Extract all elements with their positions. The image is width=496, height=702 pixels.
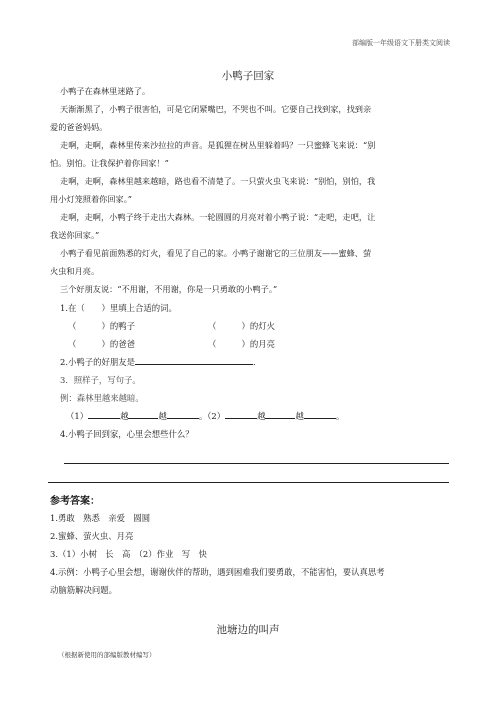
question-2: 2.小鸭子的好朋友是 . <box>60 357 256 367</box>
q3-word-yue-2: 越 <box>158 411 167 421</box>
paragraph-2-cont: 爱的爸爸妈妈。 <box>50 122 108 132</box>
paragraph-2: 天渐渐黑了，小鸭子很害怕，可是它闭紧嘴巴，不哭也不叫。它要自己找到家，找到亲 <box>60 104 372 114</box>
q3-word-yue-1: 越 <box>120 411 129 421</box>
q3-label-2: 。（2） <box>198 411 226 421</box>
q3-blank-1[interactable] <box>88 410 120 419</box>
q1-item-4: （ ）的月亮 <box>208 339 275 349</box>
answer-4-cont: 动脑筋解决问题。 <box>50 585 117 595</box>
section-divider <box>48 482 449 483</box>
answer-3: 3.（1）小树 长 高 （2）作业 写 快 <box>50 549 207 559</box>
answer-4: 4.示例：小鸭子心里会想，谢谢伙伴的帮助，遇到困难我们要勇敢，不能害怕，要认真思考 <box>50 567 385 577</box>
q3-word-yue-4: 越 <box>295 411 304 421</box>
paragraph-4-cont: 用小灯笼照着你回家。” <box>50 194 132 204</box>
answer-2: 2.蜜蜂、萤火虫、月亮 <box>50 531 134 541</box>
paragraph-4: 走啊，走啊，森林里越来越暗，路也看不清楚了。一只萤火虫飞来说：“别怕，别怕，我 <box>60 176 376 186</box>
page-header: 部编版一年级语文下册类文阅读 <box>352 39 450 47</box>
story-title: 小鸭子回家 <box>221 70 275 82</box>
q3-blank-5[interactable] <box>265 410 295 419</box>
paragraph-6: 小鸭子看见前面熟悉的灯火，看见了自己的家。小鸭子谢谢它的三位朋友——蜜蜂、萤 <box>60 248 372 258</box>
paragraph-3-cont: 怕。别怕。让我保护着你回家！” <box>50 158 169 168</box>
question-1: 1.在（ ）里填上合适的词。 <box>60 303 177 313</box>
question-3-blanks <box>66 410 344 422</box>
q1-item-2: （ ）的灯火 <box>208 321 275 331</box>
q3-blank-4[interactable] <box>225 410 257 419</box>
answers-heading: 参考答案： <box>50 496 100 507</box>
q3-label-1: （1） <box>66 411 89 421</box>
question-3-example: 例：森林里越来越暗。 <box>60 393 144 403</box>
paragraph-3: 走啊，走啊，森林里传来沙拉拉的声音。是狐狸在树丛里躲着吗？一只蜜蜂飞来说：“别 <box>60 140 376 150</box>
paragraph-5: 走啊，走啊，小鸭子终于走出大森林。一轮圆圆的月亮对着小鸭子说：“走吧，走吧，让 <box>60 212 376 222</box>
paragraph-5-cont: 我送你回家。” <box>50 230 100 240</box>
q3-word-yue-3: 越 <box>257 411 266 421</box>
footnote: （根据新使用的部编版教材编写） <box>58 651 156 659</box>
answer-1: 1.勇敢 熟悉 亲爱 圆圆 <box>50 513 151 523</box>
question-2-text: 2.小鸭子的好朋友是 <box>60 357 135 367</box>
q3-blank-6[interactable] <box>304 410 336 419</box>
paragraph-6-cont: 火虫和月亮。 <box>50 266 100 276</box>
next-story-title: 池塘边的叫声 <box>216 624 280 636</box>
paragraph-7: 三个好朋友说：“不用谢，不用谢，你是一只勇敢的小鸭子。” <box>60 284 278 294</box>
q1-item-1: （ ）的鸭子 <box>68 321 135 331</box>
q3-blank-2[interactable] <box>128 410 158 419</box>
question-4: 4.小鸭子回到家，心里会想些什么？ <box>60 429 194 439</box>
paragraph-1: 小鸭子在森林里迷路了。 <box>60 86 151 96</box>
q4-answer-line[interactable] <box>64 463 449 464</box>
q2-answer-blank[interactable] <box>135 356 253 365</box>
q1-item-3: （ ）的爸爸 <box>68 339 135 349</box>
question-3: 3．照样子，写句子。 <box>60 375 141 385</box>
q3-blank-3[interactable] <box>167 410 199 419</box>
q3-end: 。 <box>335 411 345 421</box>
